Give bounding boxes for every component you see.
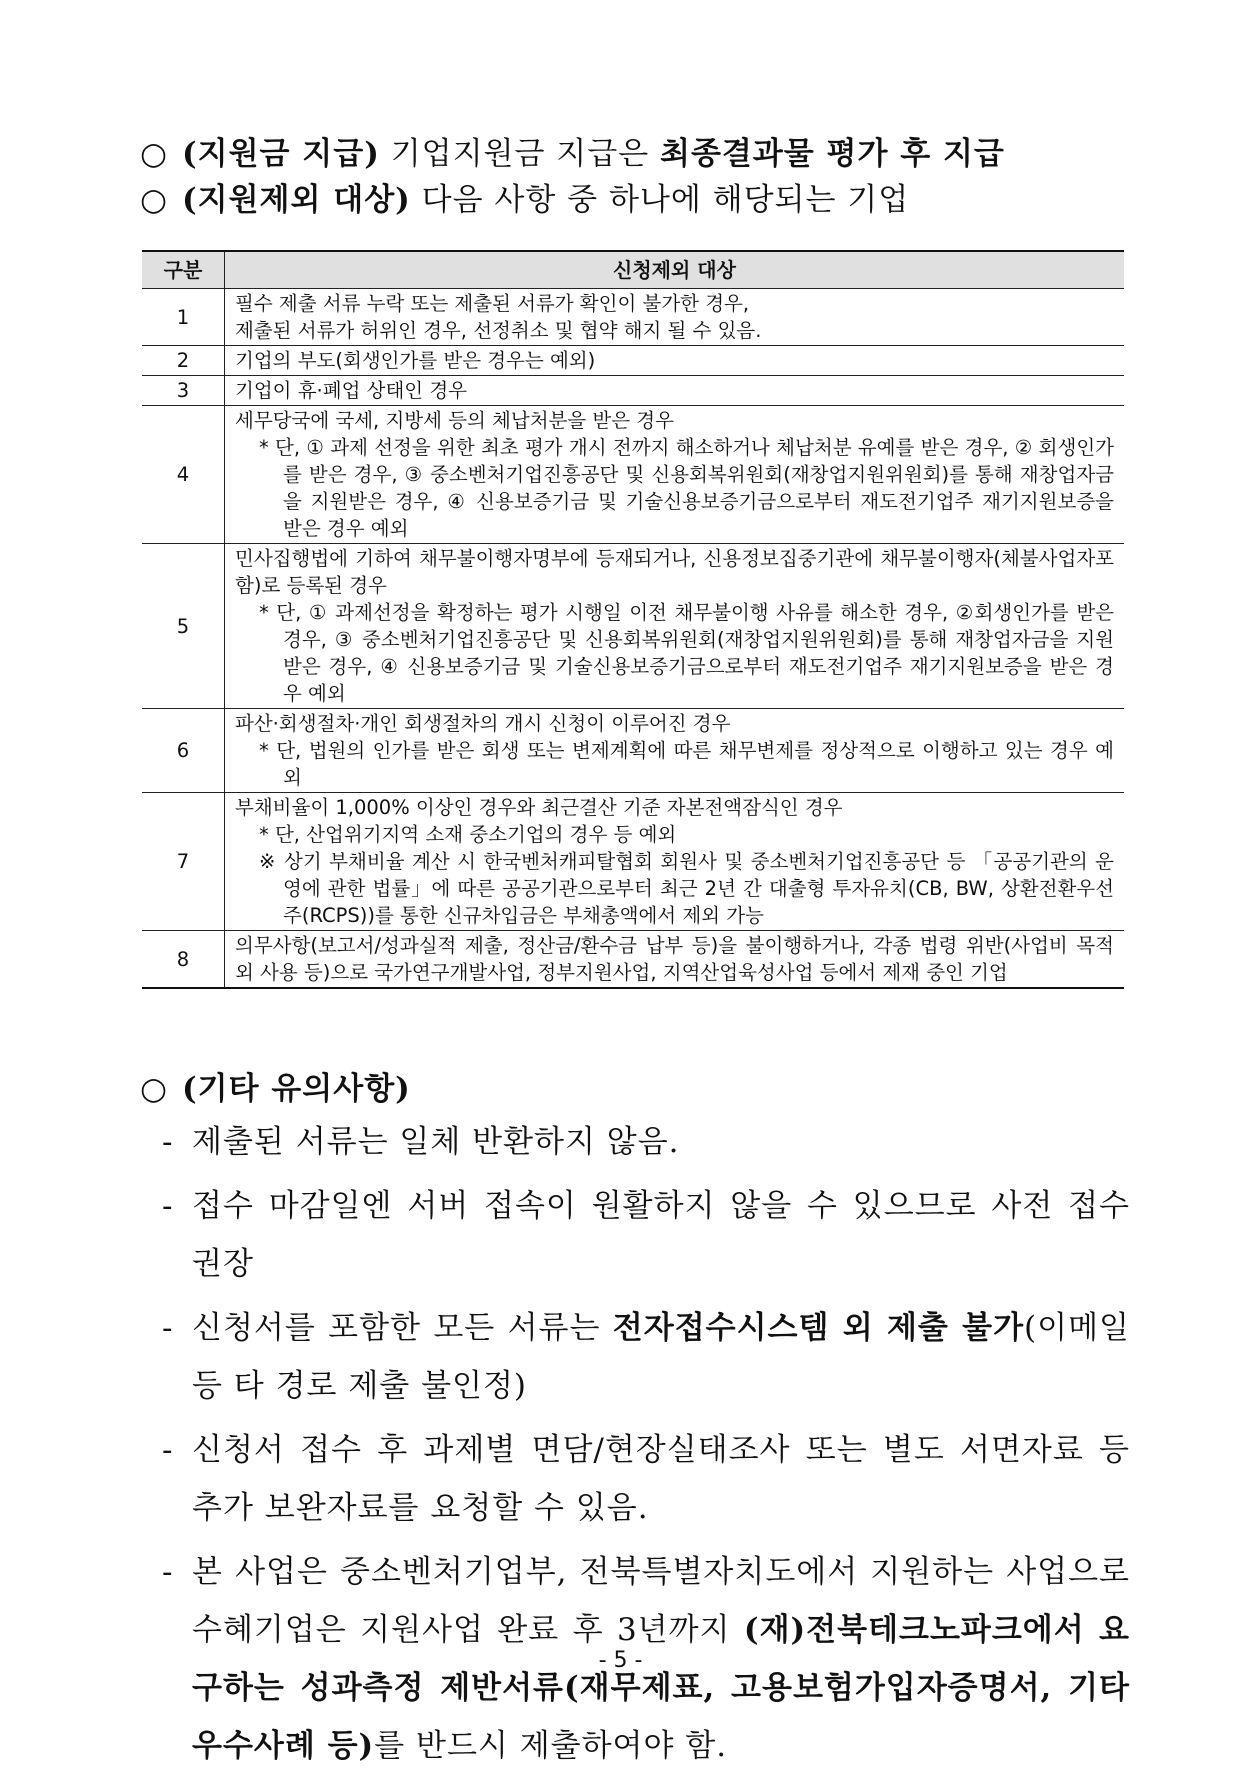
row-line: 기업의 부도(회생인가를 받은 경우는 예외)	[235, 349, 596, 372]
dash-mark: -	[162, 1432, 174, 1468]
row-content	[225, 289, 1125, 346]
row-number: 8	[142, 931, 225, 989]
table-row	[142, 289, 1124, 346]
row-line: 세무당국에 국세, 지방세 등의 체납처분을 받은 경우	[235, 409, 674, 432]
row-number: 3	[142, 376, 225, 406]
row-number: 2	[142, 346, 225, 376]
bullet-text: 기업지원금 지급은	[379, 136, 660, 172]
table-row	[142, 793, 1124, 931]
table-row	[142, 931, 1124, 989]
table-row	[142, 376, 1124, 406]
row-content	[225, 931, 1125, 989]
row-number: 7	[142, 793, 225, 931]
bullet-label: (지원금 지급)	[182, 136, 380, 172]
note-tail: (이메일 등 타 경로 제출 불인정)	[192, 1310, 1130, 1404]
row-content	[225, 793, 1125, 931]
row-note: * 단, 법원의 인가를 받은 회생 또는 변제계획에 따른 채무변제를 정상적으로 이행하고 있는 경우 예외	[259, 739, 1114, 789]
row-number: 4	[142, 406, 225, 544]
dash-mark: -	[162, 1554, 174, 1590]
exclusion-table	[142, 250, 1124, 989]
row-line: 부채비율이 1,000% 이상인 경우와 최근결산 기준 자본전액잠식인 경우	[235, 796, 843, 819]
bullet-payment	[140, 128, 1005, 173]
note-item	[140, 1177, 1130, 1293]
table-row	[142, 709, 1124, 793]
row-number: 1	[142, 289, 225, 346]
row-content	[225, 709, 1125, 793]
row-content	[225, 544, 1125, 709]
note-text: 본 사업은 중소벤처기업부, 전북특별자치도에서 지원하는 사업으로 수혜기업은 지원사업 완료 후 3년까지	[192, 1554, 1130, 1648]
bullet-mark: ○	[140, 1071, 169, 1107]
note-emphasis: 전자접수시스템 외 제출 불가	[612, 1310, 1025, 1346]
row-line: 민사집행법에 기하여 채무불이행자명부에 등재되거나, 신용정보집중기관에 채무불이행자(체불사업자포함)로 등록된 경우	[235, 547, 1114, 597]
row-number: 6	[142, 709, 225, 793]
note-emphasis: (재)전북테크노파크에서 요구하는 성과측정 제반서류(재무제표, 고용보험가입자증명서, 기타 우수사례 등)	[192, 1612, 1130, 1764]
row-line: 필수 제출 서류 누락 또는 제출된 서류가 확인이 불가한 경우,	[235, 292, 750, 315]
row-number: 5	[142, 544, 225, 709]
row-line: 기업이 휴·폐업 상태인 경우	[235, 379, 468, 402]
bullet-mark: ○	[140, 182, 169, 218]
table-row	[142, 406, 1124, 544]
row-content	[225, 346, 1125, 376]
header-category: 구분	[142, 251, 225, 289]
header-target: 신청제외 대상	[225, 251, 1125, 289]
bullet-text: 다음 사항 중 하나에 해당되는 기업	[410, 182, 910, 218]
note-text: 제출된 서류는 일체 반환하지 않음.	[192, 1124, 680, 1160]
row-note: * 단, ① 과제 선정을 위한 최초 평가 개시 전까지 해소하거나 체납처분 유예를 받은 경우, ② 회생인가를 받은 경우, ③ 중소벤처기업진흥공단 및 신용회복위원회(재창업지원위원회)를 통해 재창업자금을 지원받은 경우, ④ 신용보증기금 및 기술신용보증기금으로부터 재도전기업주 재기지원보증을 받은 경우 예외	[259, 436, 1114, 540]
dash-mark: -	[162, 1310, 174, 1346]
row-content	[225, 376, 1125, 406]
note-tail: 를 반드시 제출하여야 함.	[374, 1728, 728, 1764]
note-text: 신청서 접수 후 과제별 면담/현장실태조사 또는 별도 서면자료 등 추가 보완자료를 요청할 수 있음.	[192, 1432, 1130, 1526]
dash-mark: -	[162, 1124, 174, 1160]
note-text: 신청서를 포함한 모든 서류는	[192, 1310, 613, 1346]
row-content	[225, 406, 1125, 544]
bullet-label: (지원제외 대상)	[182, 182, 411, 218]
table-row	[142, 544, 1124, 709]
note-item	[140, 1113, 1130, 1171]
page-number: - 5 -	[598, 1648, 643, 1673]
bullet-emphasis: 최종결과물 평가 후 지급	[660, 136, 1005, 172]
section-heading	[140, 1063, 1130, 1113]
row-note-reference: ※ 상기 부채비율 계산 시 한국벤처캐피탈협회 회원사 및 중소벤처기업진흥공단 등 「공공기관의 운영에 관한 법률」에 따른 공공기관으로부터 최근 2년 간 대출형 투자유치(CB, BW, 상환전환우선주(RCPS))를 통한 신규차입금은 부채총액에서 제외 가능	[259, 850, 1114, 927]
row-note: * 단, 산업위기지역 소재 중소기업의 경우 등 예외	[259, 823, 677, 846]
other-notes-section	[140, 1063, 1130, 1781]
bullet-mark: ○	[140, 136, 169, 172]
section-title: (기타 유의사항)	[182, 1071, 411, 1107]
row-note: * 단, ① 과제선정을 확정하는 평가 시행일 이전 채무불이행 사유를 해소한 경우, ②회생인가를 받은 경우, ③ 중소벤처기업진흥공단 및 신용회복위원회(재창업지원위원회)를 통해 재창업자금을 지원받은 경우, ④ 신용보증기금 및 기술신용보증기금으로부터 재도전기업주 재기지원보증을 받은 경우 예외	[259, 601, 1114, 705]
note-text: 접수 마감일엔 서버 접속이 원활하지 않을 수 있으므로 사전 접수 권장	[192, 1188, 1130, 1282]
row-line: 제출된 서류가 허위인 경우, 선정취소 및 협약 해지 될 수 있음.	[235, 319, 762, 342]
row-line: 파산·회생절차·개인 회생절차의 개시 신청이 이루어진 경우	[235, 712, 731, 735]
table-row	[142, 346, 1124, 376]
bullet-exclusion	[140, 174, 909, 219]
note-item	[140, 1299, 1130, 1415]
row-line: 의무사항(보고서/성과실적 제출, 정산금/환수금 납부 등)을 불이행하거나, 각종 법령 위반(사업비 목적 외 사용 등)으로 국가연구개발사업, 정부지원사업, 지역산업육성사업 등에서 제재 중인 기업	[235, 934, 1114, 984]
dash-mark: -	[162, 1188, 174, 1224]
note-item	[140, 1421, 1130, 1537]
